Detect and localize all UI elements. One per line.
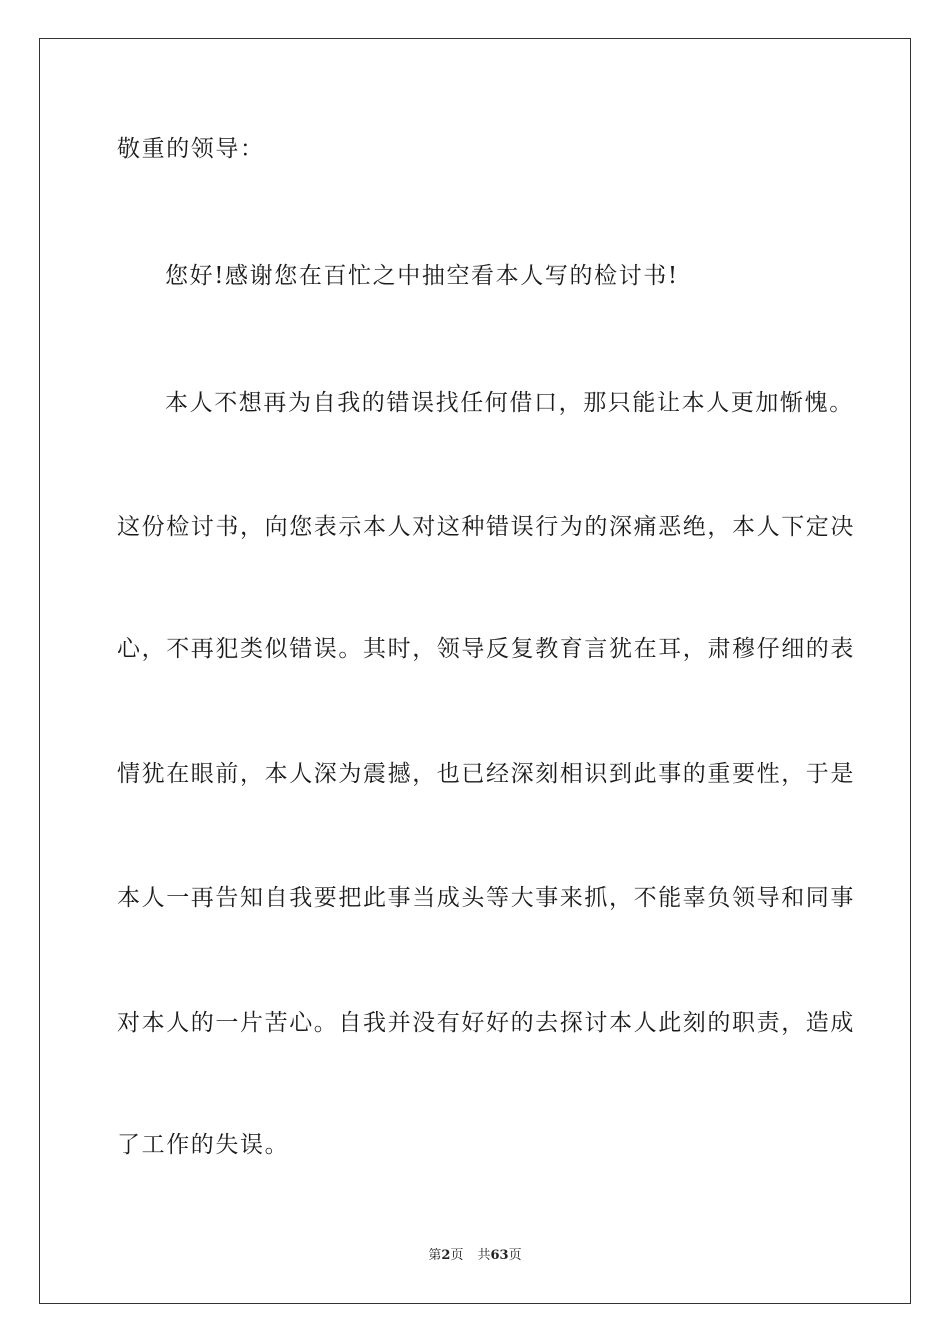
- page-footer: [0, 1247, 950, 1265]
- paragraph-line: 本人一再告知自我要把此事当成头等大事来抓，不能辜负领导和同事: [117, 885, 855, 911]
- footer-total-prefix: 共: [477, 1248, 491, 1263]
- footer-page-number: 2: [441, 1248, 451, 1263]
- footer-page-suffix: 页: [450, 1248, 464, 1263]
- paragraph-line: 这份检讨书，向您表示本人对这种错误行为的深痛恶绝，本人下定决: [117, 514, 855, 540]
- footer-total-suffix: 页: [508, 1248, 522, 1263]
- footer-total-pages: 63: [490, 1248, 509, 1263]
- paragraph-line: 对本人的一片苦心。自我并没有好好的去探讨本人此刻的职责，造成: [117, 1010, 855, 1036]
- salutation: 敬重的领导：: [117, 136, 265, 162]
- footer-page-prefix: 第: [428, 1248, 442, 1263]
- paragraph-line: 了工作的失误。: [117, 1132, 290, 1158]
- paragraph-line: 心，不再犯类似错误。其时，领导反复教育言犹在耳，肃穆仔细的表: [117, 636, 855, 662]
- paragraph-line: 您好!感谢您在百忙之中抽空看本人写的检讨书!: [165, 263, 679, 289]
- paragraph-line: 本人不想再为自我的错误找任何借口，那只能让本人更加惭愧。: [165, 390, 854, 416]
- page-frame: [39, 38, 911, 1304]
- paragraph-line: 情犹在眼前，本人深为震撼，也已经深刻相识到此事的重要性，于是: [117, 761, 855, 787]
